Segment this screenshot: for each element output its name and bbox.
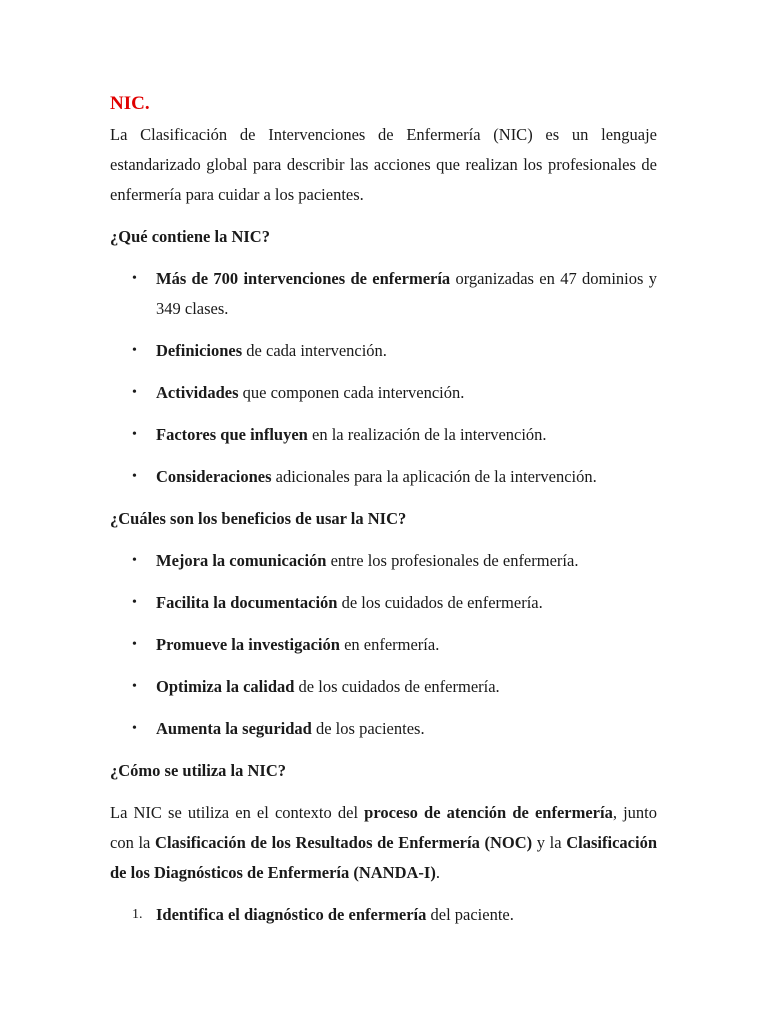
- number-marker: 1.: [132, 907, 143, 922]
- list-item-text: que componen cada intervención.: [238, 383, 465, 402]
- bullet-marker: •: [132, 637, 137, 652]
- section2-list: [110, 546, 657, 744]
- para-bold: Clasificación de los Diagnósticos de Enfermería (NANDA-I): [110, 833, 657, 882]
- list-item-text: de cada intervención.: [242, 341, 387, 360]
- para-text: y la: [532, 833, 567, 852]
- section1-list: [110, 264, 657, 492]
- para-text: La NIC se utiliza en el contexto del: [110, 803, 365, 822]
- bullet-marker: •: [132, 469, 137, 484]
- list-item: [110, 264, 657, 324]
- list-item-bold: Aumenta la seguridad: [156, 719, 312, 738]
- document-page: [110, 90, 657, 930]
- section2-heading: ¿Cuáles son los beneficios de usar la NIC?: [110, 509, 407, 528]
- list-item-bold: Identifica el diagnóstico de enfermería: [156, 905, 427, 924]
- list-item: [110, 588, 657, 618]
- list-item: [110, 630, 657, 660]
- section3-steps: [110, 900, 657, 930]
- list-item: [110, 714, 657, 744]
- bullet-marker: •: [132, 553, 137, 568]
- list-item-text: de los cuidados de enfermería.: [337, 593, 543, 612]
- list-item: [110, 546, 657, 576]
- list-item-bold: Promueve la investigación: [156, 635, 340, 654]
- intro-paragraph: La Clasificación de Intervenciones de Enfermería (NIC) es un lenguaje estandarizado global para describir las acciones que realizan los profesionales de enfermería para cuidar a los pacientes.: [110, 125, 657, 204]
- list-item-bold: Factores que influyen: [156, 425, 308, 444]
- list-item-text: organizadas en 47 dominios y 349 clases.: [156, 269, 657, 318]
- list-item-text: entre los profesionales de enfermería.: [326, 551, 579, 570]
- bullet-marker: •: [132, 385, 137, 400]
- section3-paragraph: [110, 798, 657, 888]
- bullet-marker: •: [132, 721, 137, 736]
- list-item-text: en la realización de la intervención.: [307, 425, 547, 444]
- list-item-text: en enfermería.: [339, 635, 440, 654]
- list-item-text: de los pacientes.: [311, 719, 425, 738]
- list-item-bold: Definiciones: [156, 341, 243, 360]
- bullet-marker: •: [132, 271, 137, 286]
- section3-heading: ¿Cómo se utiliza la NIC?: [110, 761, 286, 780]
- para-bold: Clasificación de los Resultados de Enfermería (NOC): [155, 833, 533, 852]
- section1-heading: ¿Qué contiene la NIC?: [110, 227, 270, 246]
- list-item: [110, 420, 657, 450]
- document-title: NIC.: [110, 93, 150, 114]
- list-item: [110, 336, 657, 366]
- list-item-bold: Facilita la documentación: [156, 593, 338, 612]
- list-item: [110, 462, 657, 492]
- para-bold: proceso de atención de enfermería: [364, 803, 613, 822]
- bullet-marker: •: [132, 427, 137, 442]
- bullet-marker: •: [132, 679, 137, 694]
- list-item: [110, 672, 657, 702]
- list-item: [110, 900, 657, 930]
- list-item: [110, 378, 657, 408]
- list-item-bold: Más de 700 intervenciones de enfermería: [156, 269, 451, 288]
- bullet-marker: •: [132, 595, 137, 610]
- list-item-bold: Actividades: [156, 383, 239, 402]
- list-item-text: adicionales para la aplicación de la intervención.: [271, 467, 597, 486]
- bullet-marker: •: [132, 343, 137, 358]
- para-text: .: [435, 863, 440, 882]
- list-item-text: de los cuidados de enfermería.: [294, 677, 500, 696]
- list-item-text: del paciente.: [426, 905, 514, 924]
- list-item-bold: Consideraciones: [156, 467, 272, 486]
- para-text: , junto con la: [110, 803, 657, 852]
- list-item-bold: Mejora la comunicación: [156, 551, 327, 570]
- list-item-bold: Optimiza la calidad: [156, 677, 295, 696]
